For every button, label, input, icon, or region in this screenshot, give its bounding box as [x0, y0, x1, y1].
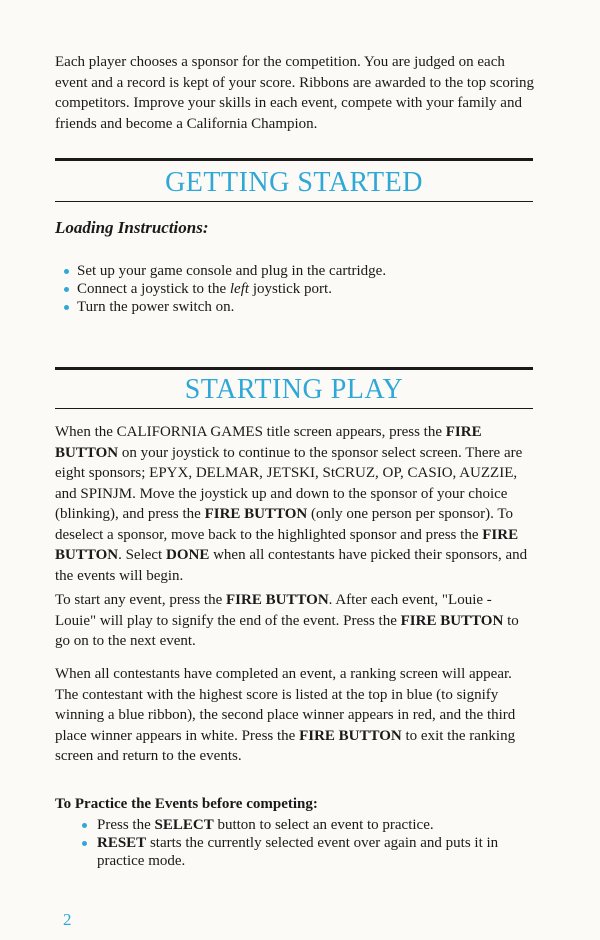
page-number: 2 — [63, 910, 72, 929]
practice-list — [55, 816, 533, 870]
bullet-icon — [64, 269, 69, 274]
starting-play-paragraph-1: When the CALIFORNIA GAMES title screen appears, press the FIRE BUTTON on your joystick to continue to the sponsor select screen. There are eight sponsors; EPYX, DELMAR, JETSKI, StCRUZ, OP, CASIO, AUZZIE, and SPINJM. Move the joystick up and down to the sponsor of your choice (blinking), and press the FIRE BUTTON (only one person per sponsor). To deselect a sponsor, move back to the highlighted sponsor and press the FIRE BUTTON. Select DONE when all contestants have picked their sponsors, and the events will begin. — [55, 424, 528, 584]
list-item: Turn the power switch on. — [55, 298, 386, 316]
loading-instructions-subheading: Loading Instructions: — [55, 218, 209, 237]
getting-started-heading-block — [55, 158, 533, 202]
list-item: Press the SELECT button to select an event to practice. — [55, 816, 533, 834]
starting-play-heading: STARTING PLAY — [184, 374, 404, 405]
practice-title: To Practice the Events before competing: — [55, 796, 318, 812]
starting-play-heading-block — [55, 367, 533, 409]
loading-instructions-list — [55, 262, 386, 316]
intro-paragraph: Each player chooses a sponsor for the competition. You are judged on each event and a record is kept of your score. Ribbons are awarded to the top scoring competitors. Improve your skills in each event, compete with your family and friends and become a California Champion. — [55, 54, 535, 132]
bullet-icon — [82, 823, 87, 828]
starting-play-paragraph-3: When all contestants have completed an event, a ranking screen will appear. The contestant with the highest score is listed at the top in blue (to signify winning a blue ribbon), the second place winner appears in red, and the third place winner appears in white. Press the FIRE BUTTON to exit the ranking screen and return to the events. — [55, 666, 516, 764]
bullet-icon — [64, 287, 69, 292]
list-item: Connect a joystick to the left joystick port. — [55, 280, 386, 298]
getting-started-heading: GETTING STARTED — [165, 167, 423, 198]
heading-rule-bottom — [55, 408, 533, 409]
heading-rule-top — [55, 158, 533, 161]
list-item: RESET starts the currently selected event over again and puts it in practice mode. — [55, 834, 533, 870]
list-item: Set up your game console and plug in the cartridge. — [55, 262, 386, 280]
bullet-icon — [82, 841, 87, 846]
heading-rule-top — [55, 367, 533, 370]
heading-rule-bottom — [55, 201, 533, 202]
starting-play-paragraph-2: To start any event, press the FIRE BUTTON. After each event, "Louie - Louie" will play to signify the end of the event. Press the FIRE BUTTON to go on to the next event. — [55, 592, 519, 649]
bullet-icon — [64, 305, 69, 310]
